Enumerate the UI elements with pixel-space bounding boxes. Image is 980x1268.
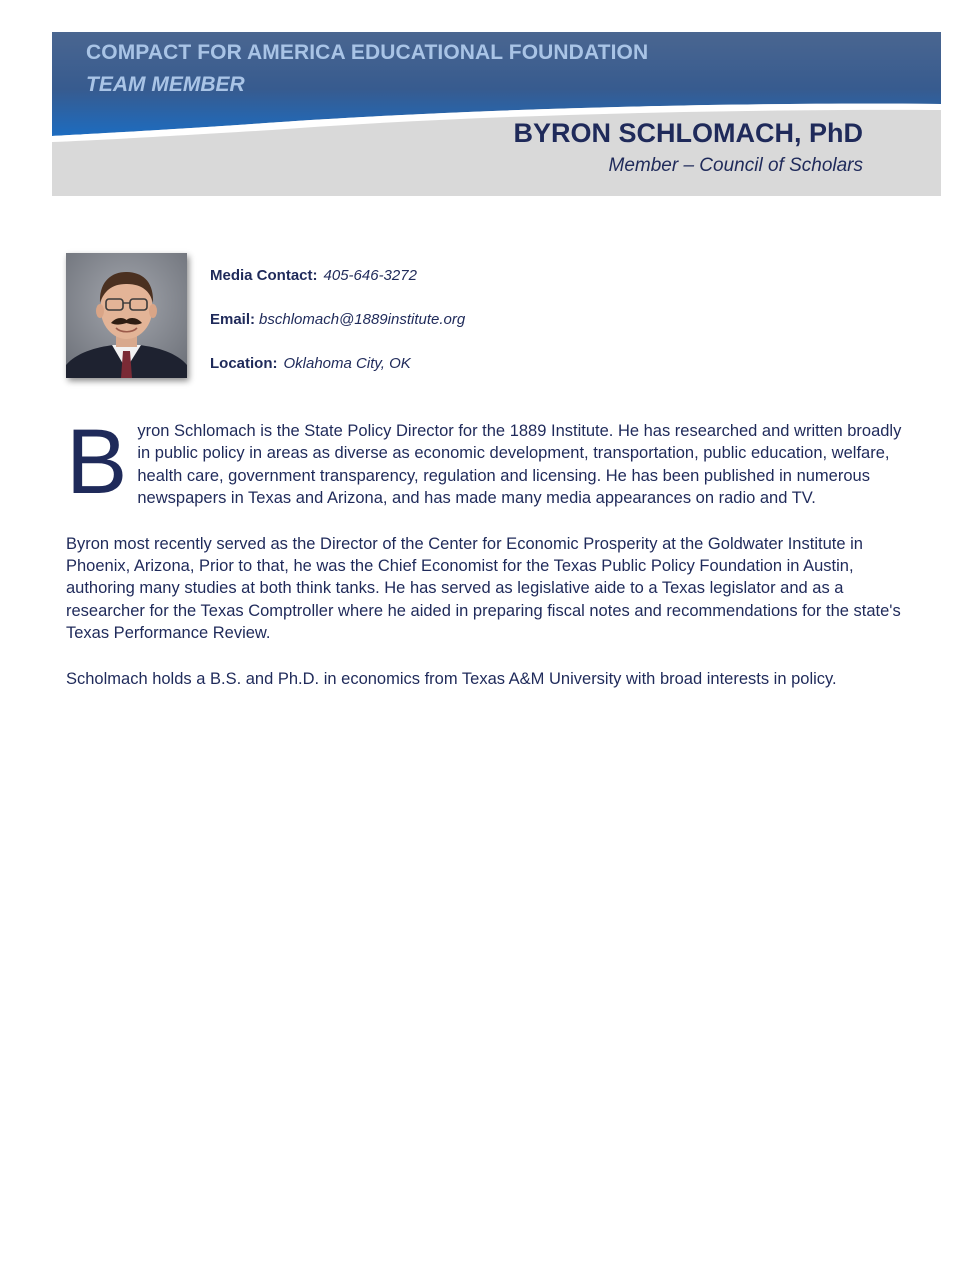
location-value: Oklahoma City, OK [283, 355, 411, 372]
bio-paragraph-1-text: yron Schlomach is the State Policy Director for the 1889 Institute. He has researched and written broadly in public policy in areas as diverse as economic development, transportation, public education, welfare, health care, government transparency, regulation and licensing. He has been published in numerous newspapers in Texas and Arizona, and has made many media appearances on radio and TV. [137, 422, 902, 508]
header-banner [52, 32, 941, 196]
media-contact-line [210, 267, 417, 284]
org-subtitle: TEAM MEMBER [86, 73, 245, 96]
location-label: Location: [210, 355, 278, 372]
org-name: COMPACT FOR AMERICA EDUCATIONAL FOUNDATION [86, 41, 649, 64]
bio-section [66, 411, 918, 713]
email-address[interactable]: bschlomach@1889institute.org [259, 311, 466, 328]
dropcap-letter: B [66, 411, 128, 513]
portrait-illustration [66, 253, 187, 378]
bio-paragraph-3: Scholmach holds a B.S. and Ph.D. in economics from Texas A&M University with broad interests in policy. [66, 669, 837, 688]
media-contact-label: Media Contact: [210, 267, 318, 284]
person-name: BYRON SCHLOMACH, PhD [513, 118, 863, 148]
portrait-photo [66, 253, 187, 378]
bio-paragraph-2: Byron most recently served as the Director of the Center for Economic Prosperity at the Goldwater Institute in Phoenix, Arizona, Prior to that, he was the Chief Economist for the Texas Public Policy Foundation in Austin, authoring many studies at both think tanks. He has served as legislative aide to a Texas legislator and as a researcher for the Texas Comptroller where he aided in preparing fiscal notes and recommendations for the state's Texas Performance Review. [66, 534, 901, 643]
media-contact-phone[interactable]: 405-646-3272 [323, 267, 417, 284]
email-label: Email: [210, 311, 256, 328]
person-role: Member – Council of Scholars [608, 155, 863, 176]
email-line [210, 311, 465, 328]
bio-paragraph-1 [66, 411, 918, 513]
location-line [210, 355, 411, 372]
